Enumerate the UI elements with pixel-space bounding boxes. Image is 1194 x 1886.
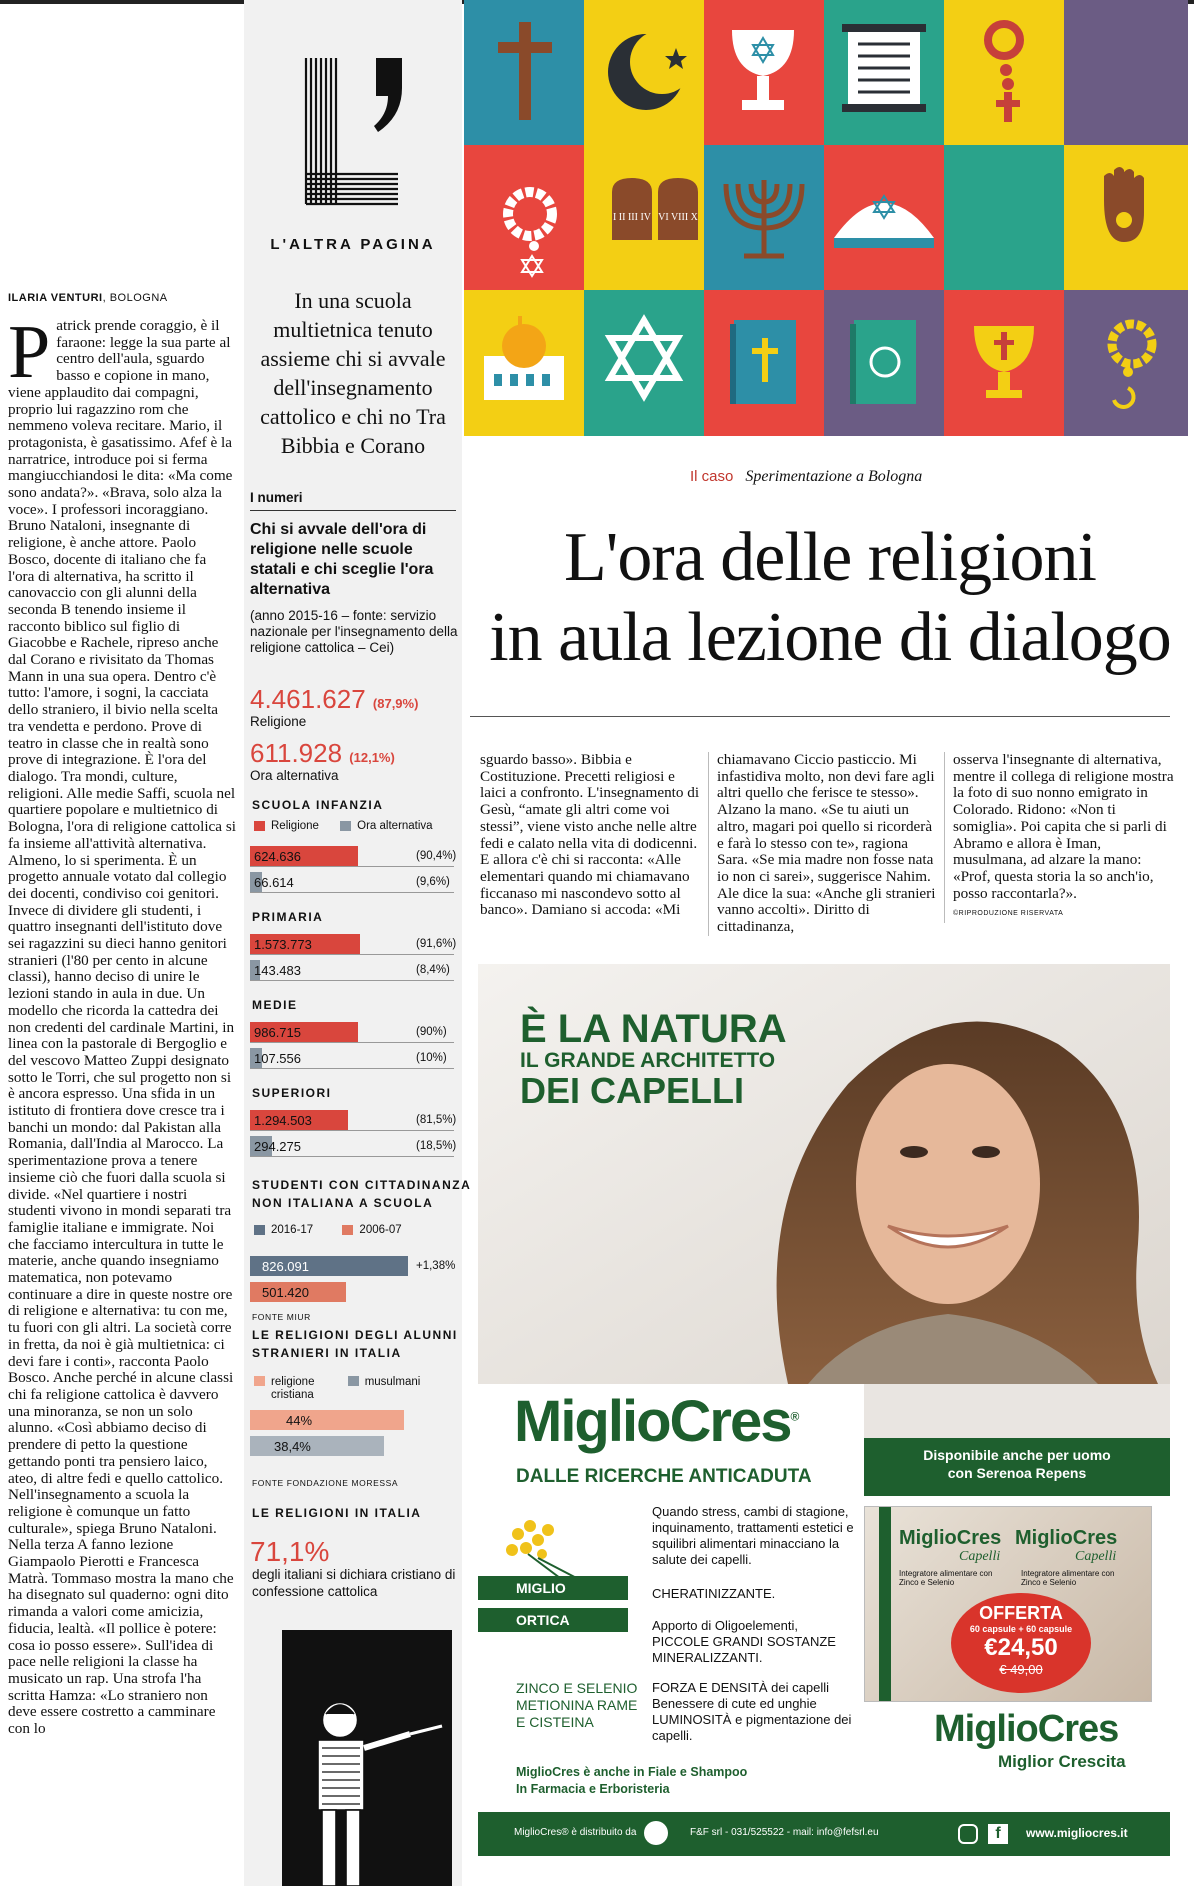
bar-alternativa-value: 66.614	[254, 875, 294, 890]
group-title-infanzia: SCUOLA INFANZIA	[252, 798, 384, 812]
ad-uomo-2: con Serenoa Repens	[947, 1465, 1087, 1481]
headline-line-2: in aula lezione di dialogo	[489, 599, 1171, 676]
bar-religione-value: 624.636	[254, 849, 301, 864]
article-column-c-text: osserva l'insegnante di alternativa, mentre il collega di religione mostra la foto di suo nonno emigrato in Colorado. Ridono: «Non ti somiglia». Poi capita che si parli di Abramo e allora è Iman, musulmana, ad alzare la mano: «Prof, questa storia la so anch'io, posso raccontarla?».	[953, 751, 1174, 902]
cittadinanza-title-2: NON ITALIANA A SCUOLA	[252, 1196, 434, 1210]
ad-headline-3: DEI CAPELLI	[520, 1070, 745, 1112]
torah-scroll-icon	[842, 24, 926, 112]
ad-intro: Quando stress, cambi di stagione, inquinamento, trattamenti estetici e squilibri alimentari minacciano la salute dei capelli.	[652, 1504, 854, 1567]
quran-icon	[850, 320, 916, 404]
article-text-col1: atrick prende coraggio, è il faraone: legge la sua parte al centro dell'aula, sguardo basso e copione in mano, viene applaudito dai compagni, proprio lui ragazzino rom che nemmeno voleva recitare. Mario, il protagonista, è gasatissimo. Afef è la narratrice, introduce poi si ferma mangiucchiandosi le dita: «Ma come sono andata?». «Brava, solo alza la voce». I professori incoraggiano. Bruno Nataloni, insegnante di religione, è anche attore. Paolo Bosco, docente di italiano che fa l'ora di alternativa, ha scritto il canovaccio con gli alunni della seconda B tenendo insieme il racconto biblico sul figlio di Giacobbe e Rachele, ripreso anche dal Corano e rivisitato da Thomas Mann in una sua opera. Dentro c'è tutto: l'amore, i sogni, la cacciata dello straniero, il bivio nella scelta tra vendetta e perdono. Prove di teatro in classe che in realtà sono prove di integrazione. È l'ora del dialogo. Tra mondi, culture, religioni. Alle medie Saffi, scuola nel quartiere popolare e multietnico di Bologna, l'ora di religione cattolica si fa insieme all'attività alternativa. Almeno, lo si sperimenta. È un progetto annuale votato dal collegio dei docenti, condiviso coi genitori. Invece di dividere gli studenti, i quattro insegnanti dell'istituto dove sei ragazzini su dieci hanno genitori stranieri (l'80 per cento in alcune classi), hanno deciso di unire le lezioni stando in aula in due. Un modello che ricorda la cattedra dei non credenti del cardinale Martini, in linea con la pastorale di Bergoglio e del vescovo Matteo Zuppi designato sotto le Torri, che sul progetto non si è ancora espresso. Una sfida in un istituto di frontiera dove cresce tra i banchi un mondo: dal Pakistan alla Romania, dall'India al Marocco. La sperimentazione prova a tenere insieme ciò che fuori dalla scuola si divide. «Nel quartiere i nostri studenti vivono in mondi separati tra famiglie italiane e immigrate. Noi che facciamo intercultura in tutte le materie, anche quando insegniamo matematica, non potevamo continuare a dire in queste nostre ore di religione e alternativa: tu con me, tu fuori con gli altri. La società corre in fretta, da noi è già multietnica: ci devi fare i conti», racconta Paolo Bosco. Anche perché in alcune classi chi fa religione cattolica è davvero una minoranza, se non un solo alunno. «Così abbiamo deciso di prendere di petto la questione gettando ponti tra pensiero laico, ateo, di altre fedi e quello cattolico. Nell'insegnamento a scuola la religione è comunque un fatto culturale», spiega Bruno Nataloni. Nella terza A fanno lezione Giampaolo Pierotti e Francesca Matrà. Tommaso mostra la mano che ha disegnato sul quaderno: ogni dito rimanda a valori come amicizia, fiducia, lealtà. «Il pollice è potere: cosa io posso essere». Sull'idea di pace nelle religioni la classe ha musicato un rap. Una strofa l'ha scritta Hamza: «Lo straniero non deve essere costretto a camminare con lo	[8, 317, 236, 1738]
product-box-brand-2: MiglioCres	[1015, 1527, 1118, 1549]
bar-religione-value: 986.715	[254, 1025, 301, 1040]
fonte-moressa: FONTE FONDAZIONE MORESSA	[252, 1478, 399, 1488]
bar-religione-pct: (91,6%)	[416, 938, 457, 950]
bar-musulmani	[250, 1436, 384, 1456]
ad-label-miglio: MIGLIO	[478, 1576, 628, 1600]
bar-alternativa-pct: (10%)	[416, 1052, 447, 1064]
ad-uomo-banner	[864, 1438, 1170, 1496]
bar-rule	[250, 954, 454, 955]
ad-headline-2: IL GRANDE ARCHITETTO	[520, 1049, 776, 1072]
bar-2016-value: 826.091	[262, 1259, 309, 1274]
copyright-note: ©RIPRODUZIONE RISERVATA	[953, 910, 1064, 918]
legend-swatch-2006	[342, 1225, 353, 1235]
facebook-icon[interactable]: f	[988, 1824, 1008, 1844]
bar-rule	[250, 1130, 454, 1131]
ad-tagline: DALLE RICERCHE ANTICADUTA	[516, 1466, 812, 1487]
legend-cristiana	[271, 1376, 314, 1402]
hamsa-icon	[1104, 167, 1144, 242]
italia-text: degli italiani si dichiara cristiano di confessione cattolica	[252, 1567, 456, 1599]
ad-brand-logo	[514, 1388, 797, 1455]
offer-price: €24,50	[984, 1634, 1058, 1661]
bar-rule	[250, 1068, 454, 1069]
bar-2016-delta: +1,38%	[416, 1260, 456, 1272]
ad-bottom-tag: Miglior Crescita	[998, 1752, 1126, 1771]
product-box-integ: Integratore alimentare con Zinco e Selenio	[899, 1569, 993, 1587]
bar-alternativa-value: 143.483	[254, 963, 301, 978]
millet-illustration	[478, 1504, 638, 1584]
legend-cristiana-2: cristiana	[271, 1389, 314, 1401]
legend-2006: 2006-07	[359, 1224, 402, 1236]
article-column-a: sguardo basso». Bibbia e Costituzione. Precetti religiosi e laici a confronto. L'insegnamento di Gesù, “amate gli altri come voi stessi”, viene visto anche nelle altre fedi e calato nella vita di dodicenni. E allora c'è chi si racconta: «Alle elementari quando mi chiamavano ficcanaso mi nascondevo sotto al banco». Damiano si accoda: «Mi	[480, 751, 700, 919]
bible-icon	[730, 320, 796, 404]
sidebar-deck: In una scuola multietnica tenuto assieme chi si avvale dell'insegnamento cattolico e chi no Tra Bibbia e Corano	[260, 288, 446, 458]
product-box-sub-2: Capelli	[1075, 1549, 1117, 1564]
legend-religione-label: Religione	[271, 820, 319, 832]
bar-rule	[250, 866, 454, 867]
ad-footer-bar	[478, 1812, 1170, 1856]
article-column-c	[944, 752, 1175, 923]
legend-swatch-religione	[254, 821, 265, 831]
ad-footer-left: MiglioCres® è distribuito da	[514, 1827, 637, 1838]
headline-rule	[470, 716, 1170, 717]
product-box-integ-2: Integratore alimentare con Zinco e Selenio	[1021, 1569, 1115, 1587]
article-column-1	[8, 310, 236, 1738]
italia-title: LE RELIGIONI IN ITALIA	[252, 1506, 422, 1520]
group-title: PRIMARIA	[252, 910, 324, 924]
teacher-illustration	[282, 1630, 460, 1886]
offer-caps: 60 capsule + 60 capsule	[969, 1624, 1073, 1634]
legend-cristiana-1: religione	[271, 1376, 315, 1388]
legend-swatch-musulmani	[348, 1376, 359, 1386]
legend-alunni	[254, 1376, 420, 1402]
drop-cap: P	[8, 310, 51, 394]
byline-city: , BOLOGNA	[102, 292, 168, 304]
legend-religione-alternativa	[254, 820, 433, 832]
total-religione	[250, 684, 418, 715]
byline-name: ILARIA VENTURI	[8, 292, 103, 304]
total-religione-pct: (87,9%)	[372, 696, 419, 711]
legend-cittadinanza	[254, 1224, 402, 1236]
headline	[470, 518, 1190, 678]
caso-line	[690, 468, 922, 486]
article-column-b: chiamavano Ciccio pasticcio. Mi infastidiva molto, non devi fare agli altri quello che ferisce te stesso». Alzano la mano. «Se tu aiuti un altro, magari poi quello si ricorderà e farà lo stesso con te», ragiona Sara. «Se mia madre non fosse nata io non ci sarei», suggerisce Nahim. Ale dice la sua: «Anche gli stranieri vanno accolti». Diritto di cittadinanza,	[708, 752, 939, 936]
bar-rule	[250, 1042, 454, 1043]
ad-headline-1: È LA NATURA	[520, 1007, 787, 1051]
legend-swatch-2016	[254, 1225, 265, 1235]
alunni-title-2: STRANIERI IN ITALIA	[252, 1346, 402, 1360]
ad-apporto: Apporto di Oligoelementi, PICCOLE GRANDI SOSTANZE MINERALIZZANTI.	[652, 1618, 836, 1665]
bar-musulmani-value: 38,4%	[274, 1439, 311, 1454]
numeri-source: (anno 2015-16 – fonte: servizio nazionale per l'insegnamento della religione cattolica – Cei)	[250, 608, 458, 655]
l-altra-pagina-logo	[300, 54, 410, 214]
bar-alternativa-value: 107.556	[254, 1051, 301, 1066]
alunni-title-1: LE RELIGIONI DEGLI ALUNNI	[252, 1328, 458, 1342]
product-box	[864, 1506, 1152, 1702]
numeri-title: Chi si avvale dell'ora di religione nelle scuole statali e chi sceglie l'ora alternativa	[250, 521, 434, 598]
byline	[8, 292, 168, 304]
bar-religione-value: 1.294.503	[254, 1113, 312, 1128]
numeri-rule	[250, 510, 456, 511]
offer-title: OFFERTA	[979, 1603, 1063, 1623]
bar-religione-value: 1.573.773	[254, 937, 312, 952]
offer-old-price: € 49,00	[999, 1662, 1043, 1677]
religion-icon-grid	[464, 0, 1188, 436]
legend-musulmani: musulmani	[364, 1376, 421, 1388]
legend-2016: 2016-17	[271, 1224, 314, 1236]
ad-footer-ff: F&F srl - 031/525522 - mail: info@fefsrl.eu	[690, 1827, 879, 1838]
instagram-icon[interactable]	[958, 1824, 978, 1844]
cittadinanza-title-1: STUDENTI CON CITTADINANZA	[252, 1178, 472, 1192]
bar-rule	[250, 1156, 454, 1157]
migliocres-ad	[478, 964, 1170, 1884]
product-box-brand: MiglioCres	[899, 1527, 1002, 1549]
svg-text:VI VIII X: VI VIII X	[658, 212, 698, 223]
ad-fiale-2: In Farmacia e Erboristeria	[516, 1782, 670, 1796]
total-religione-value: 4.461.627	[250, 684, 366, 714]
headline-line-1: L'ora delle religioni	[564, 519, 1096, 596]
product-box-sub: Capelli	[959, 1549, 1001, 1564]
ad-bottom-brand: MiglioCres	[934, 1708, 1119, 1750]
bar-alternativa-pct: (8,4%)	[416, 964, 450, 976]
bar-religione-pct: (90%)	[416, 1026, 447, 1038]
ad-headline	[520, 1008, 787, 1110]
ad-brand-reg: ®	[790, 1409, 798, 1424]
bar-alternativa-pct: (9,6%)	[416, 876, 450, 888]
bar-2006-value: 501.420	[262, 1285, 309, 1300]
section-title: L'ALTRA PAGINA	[270, 236, 436, 253]
bar-rule	[250, 892, 454, 893]
legend-alternativa-label: Ora alternativa	[357, 820, 433, 832]
ad-forza: FORZA E DENSITÀ dei capelli Benessere di cute ed unghie LUMINOSITÀ e pigmentazione dei capelli.	[652, 1680, 852, 1743]
total-alternativa-value: 611.928	[250, 738, 343, 768]
total-religione-label: Religione	[250, 714, 307, 729]
ad-footer-url[interactable]: www.migliocres.it	[1026, 1826, 1128, 1840]
ad-label-ortica: ORTICA	[478, 1608, 628, 1632]
ad-fiale	[516, 1764, 747, 1798]
bar-cristiana	[250, 1410, 404, 1430]
bar-religione-pct: (90,4%)	[416, 850, 457, 862]
caso-label: Il caso	[690, 468, 734, 485]
legend-swatch-cristiana	[254, 1376, 265, 1386]
total-alternativa	[250, 738, 395, 769]
bar-alternativa-value: 294.275	[254, 1139, 301, 1154]
bar-alternativa-pct: (18,5%)	[416, 1140, 457, 1152]
ad-zinco: ZINCO E SELENIO METIONINA RAME E CISTEINA	[516, 1680, 638, 1730]
caso-text: Sperimentazione a Bologna	[745, 468, 923, 485]
product-box-spine	[879, 1507, 891, 1701]
fonte-miur: FONTE MIUR	[252, 1312, 311, 1322]
svg-text:I II III IV: I II III IV	[612, 212, 652, 223]
ad-fiale-1: MiglioCres è anche in Fiale e Shampoo	[516, 1765, 748, 1779]
ad-cherat: CHERATINIZZANTE.	[652, 1586, 776, 1601]
numeri-label: I numeri	[250, 490, 303, 505]
group-title: SUPERIORI	[252, 1086, 332, 1100]
total-alternativa-label: Ora alternativa	[250, 768, 339, 783]
total-alternativa-pct: (12,1%)	[349, 750, 395, 765]
ad-brand: MiglioCres	[514, 1389, 791, 1454]
offer-badge	[951, 1593, 1091, 1693]
ad-uomo-1: Disponibile anche per uomo	[923, 1447, 1111, 1463]
legend-swatch-alternativa	[340, 821, 351, 831]
bar-rule	[250, 980, 454, 981]
group-title: MEDIE	[252, 998, 298, 1012]
ff-logo-icon	[644, 1821, 668, 1845]
bar-religione-pct: (81,5%)	[416, 1114, 457, 1126]
italia-pct: 71,1%	[250, 1536, 330, 1567]
bar-cristiana-value: 44%	[286, 1413, 313, 1428]
